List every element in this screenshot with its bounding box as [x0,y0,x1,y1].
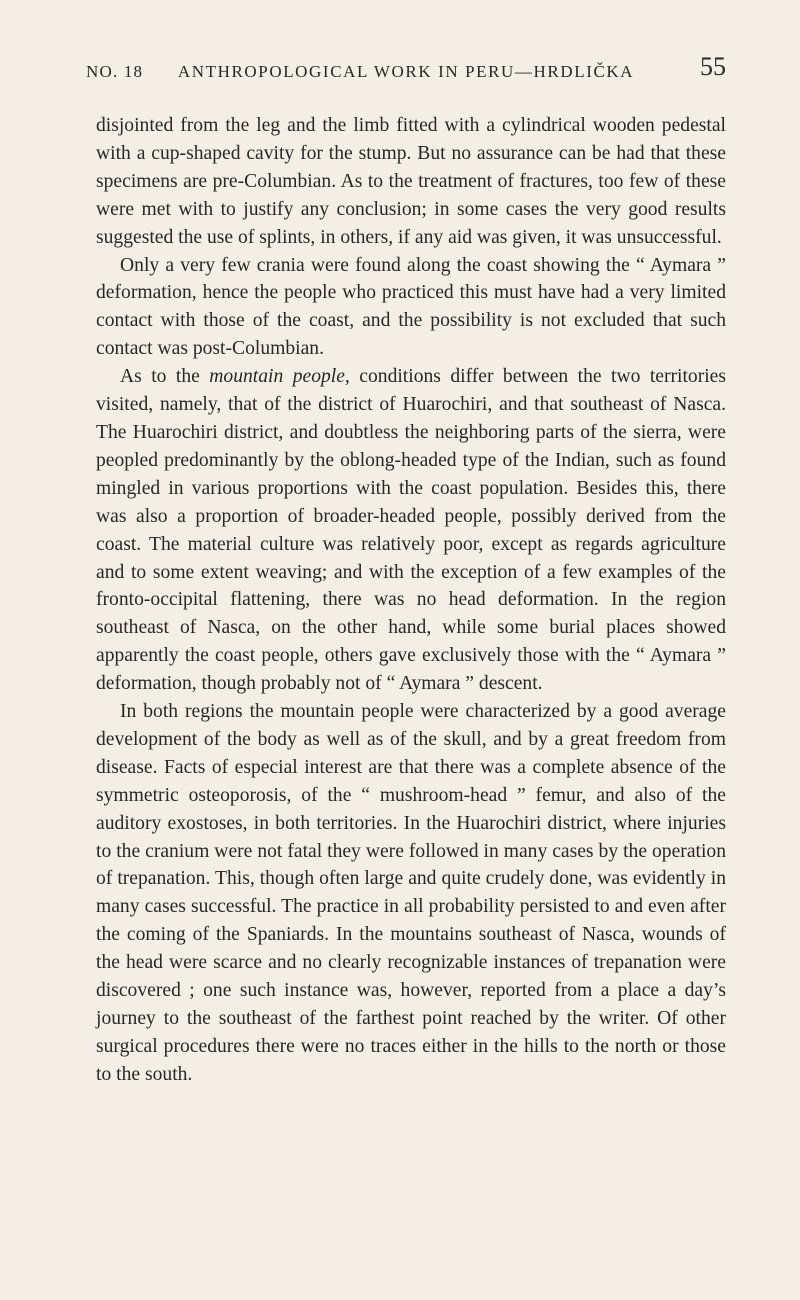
paragraph-4: In both regions the mountain people were characterized by a good average development of the body as well as of the skull, and by a great freedom from disease. Facts of especial interest are that there was a complete absence of the symmetric osteoporosis, of the “ mushroom-head ” femur, and also of the auditory exostoses, in both territories. In the Huarochiri district, where injuries to the cranium were not fatal they were followed in many cases by the operation of trepanation. This, though often large and quite crudely done, was evidently in many cases successful. The practice in all probability persisted to and even after the coming of the Spaniards. In the mountains southeast of Nasca, wounds of the head were scarce and no clearly recognizable instances of trepanation were discovered ; one such instance was, however, reported from a place a day’s journey to the southeast of the farthest point reached by the writer. Of other surgical procedures there were no traces either in the hills to the north or those to the south. [96,701,726,1085]
page-number: 55 [700,52,726,81]
running-title: ANTHROPOLOGICAL WORK IN PERU—HRDLIČKA [177,62,635,81]
running-header [86,52,726,92]
paragraph-2: Only a very few crania were found along the coast showing the “ Aymara ” deformation, hence the people who practiced this must have had a very limited contact with those of the coast, and the possibility is not excluded that such contact was post-Columbian. [96,254,726,360]
paragraph-3-emphasis: mountain people, [209,366,350,388]
paragraph-3-lead: As to the [120,366,210,388]
body-text [96,112,726,1089]
paragraph-1: disjointed from the leg and the limb fitted with a cylindrical wooden pedestal with a cup-shaped cavity for the stump. But no assurance can be had that these specimens are pre-Columbian. As to the treatment of fractures, too few of these were met with to justify any conclusion; in some cases the very good results suggested the use of splints, in others, if any aid was given, it was unsuccessful. [96,115,726,248]
paragraph-3 [96,363,726,698]
paragraph-3-rest: conditions differ between the two territories visited, namely, that of the district of Huarochiri, and that southeast of Nasca. The Huarochiri district, and doubtless the neighboring parts of the sierra, were peopled predominantly by the oblong-headed type of the Indian, such as found mingled in various proportions with the coast population. Besides this, there was also a proportion of broader-headed people, possibly derived from the coast. The material culture was relatively poor, except as regards agriculture and to some extent weaving; and with the exception of a few examples of the fronto-occipital flattening, there was no head deformation. In the region southeast of Nasca, on the other hand, while some burial places showed apparently the coast people, others gave exclusively those with the “ Aymara ” deformation, though probably not of “ Aymara ” descent. [96,366,726,695]
series-number: NO. 18 [86,62,144,81]
